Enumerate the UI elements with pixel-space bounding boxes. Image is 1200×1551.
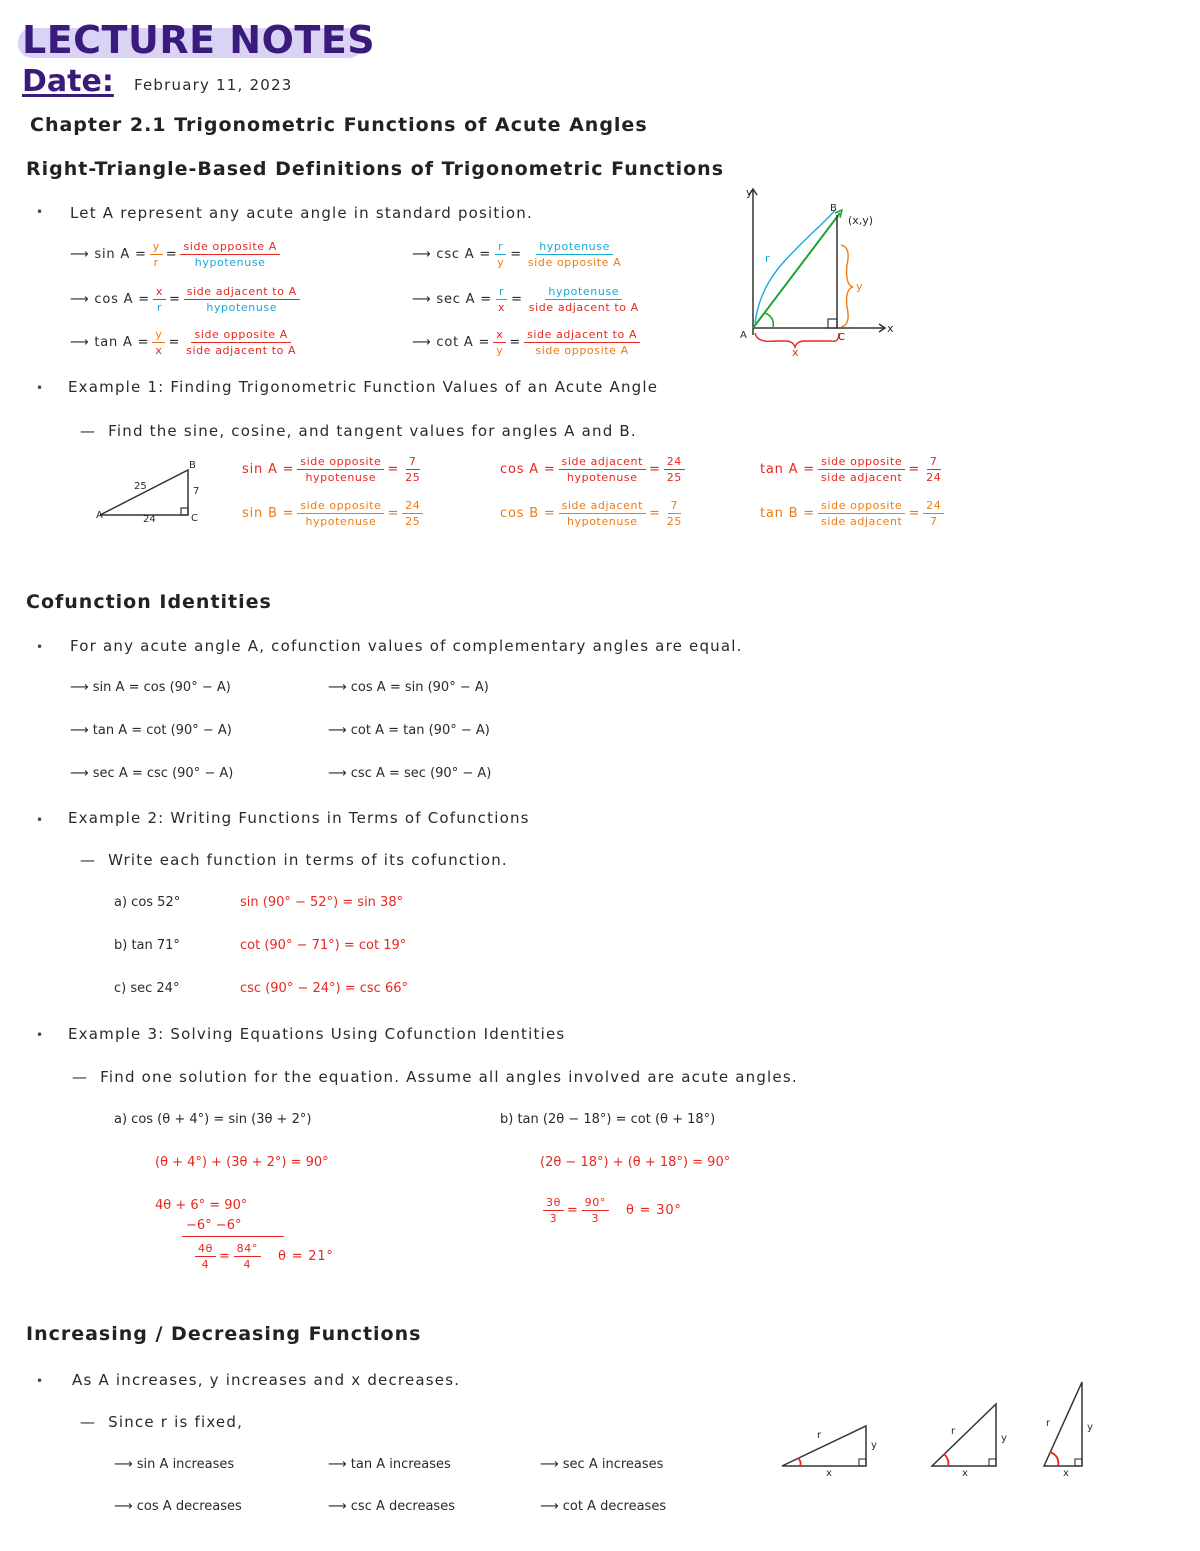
incdec-bullet: As A increases, y increases and x decreases.: [72, 1371, 461, 1389]
example3-a-divider: [182, 1236, 284, 1237]
identity-csc: ⟶ csc A = sec (90° − A): [328, 766, 492, 781]
tri3-y-label: y: [1087, 1422, 1093, 1433]
bullet-dot: •: [36, 381, 44, 395]
definition-csc: ⟶ csc A = $\frac{r}{y}$ = $\frac{\text{hypotenuse}}{\text{side opposite A}}$: [412, 240, 622, 269]
bullet-text: Let A represent any acute angle in standard position.: [70, 204, 533, 222]
side-y-label: y: [856, 280, 863, 293]
ex1-tan-a: tan A = $\frac{\text{side opposite}}{\text{side adjacent}}$ = $\frac{7}{24}$: [760, 455, 942, 484]
definition-sin: ⟶ sin A = $\frac{y}{r}$ = $\frac{\text{side opposite A}}{\text{hypotenuse}}$: [70, 240, 283, 269]
example2-task: — Write each function in terms of its cofunction.: [80, 851, 508, 869]
ex1-cos-a: cos A = $\frac{\text{side adjacent}}{\text{hypotenuse}}$ = $\frac{24}{25}$: [500, 455, 688, 484]
example3-b-step1: (2θ − 18°) + (θ + 18°) = 90°: [540, 1155, 731, 1170]
definition-cos: ⟶ cos A = $\frac{x}{r}$ = $\frac{\text{side adjacent to A}}{\text{hypotenuse}}$: [70, 285, 303, 314]
x-axis-label: x: [887, 322, 894, 335]
definition-cot: ⟶ cot A = $\frac{x}{y}$ = $\frac{\text{side adjacent to A}}{\text{side opposite A}}$: [412, 328, 643, 357]
section-heading-cofunction: Cofunction Identities: [26, 591, 272, 613]
example2-item-b-label: b) tan 71°: [114, 938, 180, 953]
section-heading-definitions: Right-Triangle-Based Definitions of Trigonometric Functions: [26, 158, 725, 180]
side-x-label: x: [792, 346, 799, 359]
identity-cos: ⟶ cos A = sin (90° − A): [328, 680, 489, 695]
triangle-medium-angle: [928, 1400, 1008, 1475]
tri2-r-label: r: [951, 1426, 956, 1437]
bullet-dot: •: [36, 205, 44, 219]
decrease-cot: ⟶ cot A decreases: [540, 1499, 667, 1514]
definition-tan: ⟶ tan A = $\frac{y}{x}$ = $\frac{\text{side opposite A}}{\text{side adjacent to A}}$: [70, 328, 297, 357]
increase-sin: ⟶ sin A increases: [114, 1457, 235, 1472]
page-title: LECTURE NOTES: [22, 18, 376, 62]
tri1-x-label: x: [826, 1468, 832, 1479]
tri2-y-label: y: [1001, 1433, 1007, 1444]
cofunction-bullet: For any acute angle A, cofunction values of complementary angles are equal.: [70, 637, 743, 655]
identity-sec: ⟶ sec A = csc (90° − A): [70, 766, 234, 781]
incdec-sub: — Since r is fixed,: [80, 1413, 244, 1431]
standard-position-triangle-diagram: [735, 185, 905, 365]
decrease-csc: ⟶ csc A decreases: [328, 1499, 455, 1514]
example3-a-step1: (θ + 4°) + (3θ + 2°) = 90°: [155, 1155, 329, 1170]
ex1-cos-b: cos B = $\frac{\text{side adjacent}}{\text{hypotenuse}}$ = $\frac{7}{25}$: [500, 499, 682, 528]
example1-task: — Find the sine, cosine, and tangent values for angles A and B.: [80, 422, 637, 440]
ex1-tan-b: tan B = $\frac{\text{side opposite}}{\text{side adjacent}}$ = $\frac{24}{7}$: [760, 499, 947, 528]
triangle-small-angle: [778, 1420, 878, 1475]
bullet-dot: •: [36, 813, 44, 827]
example2-title: Example 2: Writing Functions in Terms of Cofunctions: [68, 809, 530, 827]
tri1-r-label: r: [817, 1430, 822, 1441]
section-heading-incdec: Increasing / Decreasing Functions: [26, 1323, 422, 1345]
example2-item-b-answer: cot (90° − 71°) = cot 19°: [240, 938, 407, 953]
example3-a-equation: a) cos (θ + 4°) = sin (3θ + 2°): [114, 1112, 312, 1127]
tri2-x-label: x: [962, 1468, 968, 1479]
ex1-vertex-a: A: [96, 510, 103, 521]
example1-title: Example 1: Finding Trigonometric Function Values of an Acute Angle: [68, 378, 659, 396]
ex1-vertex-c: C: [191, 513, 198, 524]
example2-item-c-label: c) sec 24°: [114, 981, 180, 996]
bullet-dot: •: [36, 1374, 44, 1388]
bullet-dot: •: [36, 1028, 44, 1042]
date-label: Date:: [22, 64, 114, 99]
side-r-label: r: [765, 252, 770, 265]
ex1-sin-b: sin B = $\frac{\text{side opposite}}{\text{hypotenuse}}$ = $\frac{24}{25}$: [242, 499, 426, 528]
tri3-r-label: r: [1046, 1418, 1051, 1429]
bullet-dot: •: [36, 640, 44, 654]
example3-b-equation: b) tan (2θ − 18°) = cot (θ + 18°): [500, 1112, 716, 1127]
definition-sec: ⟶ sec A = $\frac{r}{x}$ = $\frac{\text{hypotenuse}}{\text{side adjacent to A}}$: [412, 285, 639, 314]
date-value: February 11, 2023: [134, 76, 293, 94]
example3-a-step2-subtract: −6° −6°: [186, 1218, 242, 1233]
identity-tan: ⟶ tan A = cot (90° − A): [70, 723, 232, 738]
identity-cot: ⟶ cot A = tan (90° − A): [328, 723, 490, 738]
ex1-adj-label: 24: [143, 514, 156, 525]
example3-b-step2: $\frac{3\theta}{3}$ = $\frac{90^\circ}{3}$ θ = 30°: [540, 1196, 682, 1225]
decrease-cos: ⟶ cos A decreases: [114, 1499, 242, 1514]
point-label: (x,y): [848, 214, 874, 227]
vertex-a-label: A: [740, 330, 747, 341]
example2-item-c-answer: csc (90° − 24°) = csc 66°: [240, 981, 408, 996]
y-axis-label: y: [746, 186, 753, 199]
chapter-title: Chapter 2.1 Trigonometric Functions of Acute Angles: [30, 114, 648, 136]
example3-a-step3: $\frac{4\theta}{4}$ = $\frac{84^\circ}{4}$ θ = 21°: [192, 1242, 334, 1271]
example2-item-a-label: a) cos 52°: [114, 895, 181, 910]
identity-sin: ⟶ sin A = cos (90° − A): [70, 680, 231, 695]
ex1-vertex-b: B: [189, 460, 196, 471]
vertex-c-label: C: [838, 332, 845, 343]
example2-item-a-answer: sin (90° − 52°) = sin 38°: [240, 895, 404, 910]
example3-title: Example 3: Solving Equations Using Cofunction Identities: [68, 1025, 566, 1043]
example3-task: — Find one solution for the equation. Assume all angles involved are acute angles.: [72, 1068, 798, 1086]
tri1-y-label: y: [871, 1440, 877, 1451]
vertex-b-label: B: [830, 203, 837, 214]
tri3-x-label: x: [1063, 1468, 1069, 1479]
increase-sec: ⟶ sec A increases: [540, 1457, 664, 1472]
example3-a-step2: 4θ + 6° = 90°: [155, 1198, 248, 1213]
ex1-hyp-label: 25: [134, 481, 147, 492]
increase-tan: ⟶ tan A increases: [328, 1457, 451, 1472]
ex1-sin-a: sin A = $\frac{\text{side opposite}}{\text{hypotenuse}}$ = $\frac{7}{25}$: [242, 455, 421, 484]
ex1-opp-label: 7: [193, 486, 200, 497]
